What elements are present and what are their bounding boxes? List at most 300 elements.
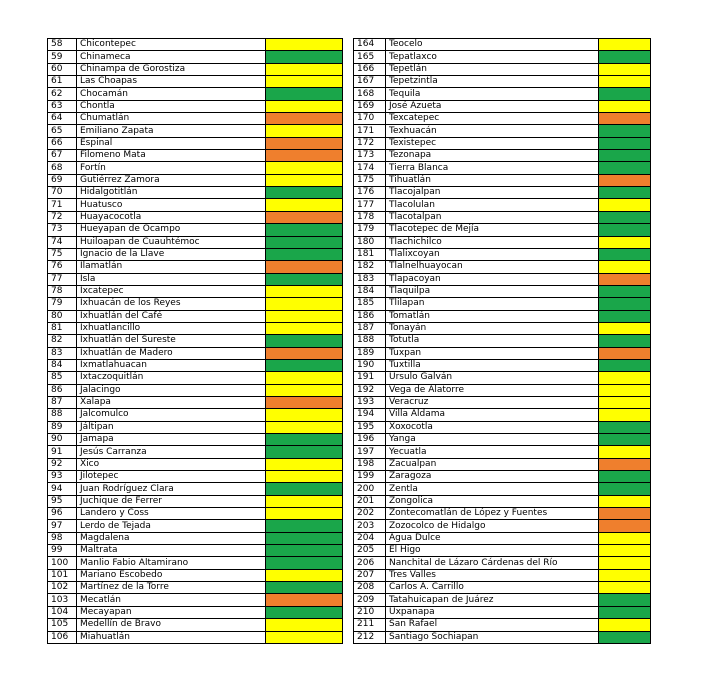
row-number: 178	[354, 211, 386, 223]
row-number: 78	[48, 285, 77, 297]
status-color-cell	[266, 421, 343, 433]
table-row	[354, 396, 651, 408]
municipality-name: Tlacotalpan	[386, 211, 599, 223]
table-row	[354, 63, 651, 75]
status-color-cell	[599, 236, 651, 248]
row-number: 190	[354, 359, 386, 371]
status-color-cell	[266, 557, 343, 569]
status-color-cell	[266, 322, 343, 334]
municipality-name: Ixmatlahuacan	[77, 359, 266, 371]
row-number: 67	[48, 150, 77, 162]
municipality-name: Texhuacán	[386, 125, 599, 137]
status-color-cell	[599, 569, 651, 581]
status-color-cell	[599, 125, 651, 137]
row-number: 81	[48, 322, 77, 334]
table-row	[354, 51, 651, 63]
municipality-name: Tlacojalpan	[386, 187, 599, 199]
municipality-name: Vega de Alatorre	[386, 384, 599, 396]
table-row	[48, 39, 343, 51]
status-color-cell	[599, 322, 651, 334]
row-number: 181	[354, 248, 386, 260]
status-color-cell	[599, 359, 651, 371]
table-row	[354, 224, 651, 236]
row-number: 198	[354, 458, 386, 470]
row-number: 59	[48, 51, 77, 63]
municipality-name: Lerdo de Tejada	[77, 520, 266, 532]
row-number: 92	[48, 458, 77, 470]
municipality-name: Tuxpan	[386, 347, 599, 359]
table-row	[354, 347, 651, 359]
municipality-name: Huiloapan de Cuauhtémoc	[77, 236, 266, 248]
row-number: 85	[48, 372, 77, 384]
municipality-name: Tuxtilla	[386, 359, 599, 371]
status-color-cell	[599, 113, 651, 125]
table-row	[48, 199, 343, 211]
status-color-cell	[599, 162, 651, 174]
table-row	[48, 174, 343, 186]
municipality-name: Tlaquilpa	[386, 285, 599, 297]
table-row	[354, 187, 651, 199]
status-color-cell	[599, 557, 651, 569]
table-row	[354, 100, 651, 112]
table-row	[354, 211, 651, 223]
municipality-name: Mariano Escobedo	[77, 569, 266, 581]
row-number: 61	[48, 76, 77, 88]
municipality-name: Juchique de Ferrer	[77, 495, 266, 507]
table-row	[354, 39, 651, 51]
municipality-name: Yanga	[386, 434, 599, 446]
table-row	[354, 359, 651, 371]
municipality-name: Tres Valles	[386, 569, 599, 581]
row-number: 88	[48, 409, 77, 421]
status-color-cell	[599, 273, 651, 285]
municipality-name: Nanchital de Lázaro Cárdenas del Río	[386, 557, 599, 569]
status-color-cell	[266, 594, 343, 606]
municipality-name: Tlalixcoyan	[386, 248, 599, 260]
row-number: 64	[48, 113, 77, 125]
row-number: 99	[48, 545, 77, 557]
municipality-name: Magdalena	[77, 532, 266, 544]
municipality-name: Huatusco	[77, 199, 266, 211]
status-color-cell	[266, 261, 343, 273]
status-color-cell	[599, 76, 651, 88]
status-color-cell	[266, 125, 343, 137]
row-number: 188	[354, 335, 386, 347]
municipality-name: Tierra Blanca	[386, 162, 599, 174]
row-number: 196	[354, 434, 386, 446]
row-number: 177	[354, 199, 386, 211]
row-number: 208	[354, 582, 386, 594]
municipality-name: Tlalnelhuayocan	[386, 261, 599, 273]
row-number: 96	[48, 508, 77, 520]
table-row	[48, 421, 343, 433]
table-body-right	[354, 39, 651, 644]
row-number: 174	[354, 162, 386, 174]
status-color-cell	[266, 236, 343, 248]
row-number: 104	[48, 606, 77, 618]
row-number: 184	[354, 285, 386, 297]
row-number: 164	[354, 39, 386, 51]
row-number: 105	[48, 619, 77, 631]
status-color-cell	[599, 100, 651, 112]
table-row	[48, 396, 343, 408]
status-color-cell	[266, 446, 343, 458]
row-number: 194	[354, 409, 386, 421]
row-number: 171	[354, 125, 386, 137]
municipality-name: Tequila	[386, 88, 599, 100]
status-color-cell	[266, 606, 343, 618]
row-number: 187	[354, 322, 386, 334]
municipality-name: Martínez de la Torre	[77, 582, 266, 594]
municipality-name: Tepetzintla	[386, 76, 599, 88]
table-row	[48, 458, 343, 470]
municipality-table-right	[353, 38, 651, 644]
table-row	[48, 125, 343, 137]
status-color-cell	[266, 100, 343, 112]
row-number: 173	[354, 150, 386, 162]
table-row	[48, 322, 343, 334]
municipality-name: Veracruz	[386, 396, 599, 408]
table-row	[354, 508, 651, 520]
municipality-name: Zongolica	[386, 495, 599, 507]
table-row	[48, 557, 343, 569]
status-color-cell	[266, 434, 343, 446]
table-row	[354, 137, 651, 149]
row-number: 209	[354, 594, 386, 606]
status-color-cell	[266, 162, 343, 174]
municipality-name: Chicontepec	[77, 39, 266, 51]
status-color-cell	[599, 51, 651, 63]
status-color-cell	[599, 88, 651, 100]
row-number: 106	[48, 631, 77, 643]
status-color-cell	[266, 88, 343, 100]
table-row	[48, 310, 343, 322]
row-number: 74	[48, 236, 77, 248]
row-number: 95	[48, 495, 77, 507]
row-number: 185	[354, 298, 386, 310]
table-row	[48, 582, 343, 594]
row-number: 175	[354, 174, 386, 186]
table-row	[48, 63, 343, 75]
status-color-cell	[266, 347, 343, 359]
table-row	[354, 322, 651, 334]
status-color-cell	[599, 187, 651, 199]
municipality-name: José Azueta	[386, 100, 599, 112]
municipality-name: Texistepec	[386, 137, 599, 149]
status-color-cell	[599, 545, 651, 557]
status-color-cell	[266, 335, 343, 347]
municipality-name: Uxpanapa	[386, 606, 599, 618]
row-number: 77	[48, 273, 77, 285]
table-row	[48, 285, 343, 297]
row-number: 172	[354, 137, 386, 149]
table-row	[48, 162, 343, 174]
status-color-cell	[599, 224, 651, 236]
municipality-name: Carlos A. Carrillo	[386, 582, 599, 594]
row-number: 180	[354, 236, 386, 248]
table-row	[354, 298, 651, 310]
status-color-cell	[266, 137, 343, 149]
row-number: 97	[48, 520, 77, 532]
status-color-cell	[266, 174, 343, 186]
row-number: 191	[354, 372, 386, 384]
row-number: 90	[48, 434, 77, 446]
status-color-cell	[599, 335, 651, 347]
row-number: 71	[48, 199, 77, 211]
table-row	[354, 545, 651, 557]
table-row	[354, 520, 651, 532]
status-color-cell	[266, 359, 343, 371]
municipality-name: Maltrata	[77, 545, 266, 557]
table-row	[354, 606, 651, 618]
table-row	[354, 458, 651, 470]
municipality-name: Hueyapan de Ocampo	[77, 224, 266, 236]
table-row	[48, 335, 343, 347]
row-number: 200	[354, 483, 386, 495]
table-row	[354, 446, 651, 458]
row-number: 79	[48, 298, 77, 310]
table-row	[48, 446, 343, 458]
table-row	[354, 150, 651, 162]
row-number: 84	[48, 359, 77, 371]
table-row	[354, 125, 651, 137]
table-row	[48, 236, 343, 248]
row-number: 192	[354, 384, 386, 396]
status-color-cell	[599, 137, 651, 149]
row-number: 167	[354, 76, 386, 88]
status-color-cell	[599, 298, 651, 310]
row-number: 168	[354, 88, 386, 100]
row-number: 166	[354, 63, 386, 75]
table-row	[354, 285, 651, 297]
table-row	[48, 359, 343, 371]
status-color-cell	[599, 199, 651, 211]
row-number: 102	[48, 582, 77, 594]
municipality-name: Tlacolulan	[386, 199, 599, 211]
table-row	[48, 347, 343, 359]
municipality-name: Xalapa	[77, 396, 266, 408]
table-row	[48, 483, 343, 495]
table-row	[48, 594, 343, 606]
status-color-cell	[266, 372, 343, 384]
row-number: 183	[354, 273, 386, 285]
status-color-cell	[266, 631, 343, 643]
row-number: 87	[48, 396, 77, 408]
row-number: 83	[48, 347, 77, 359]
row-number: 165	[354, 51, 386, 63]
table-row	[48, 76, 343, 88]
status-color-cell	[266, 471, 343, 483]
status-color-cell	[599, 594, 651, 606]
status-color-cell	[599, 532, 651, 544]
table-row	[354, 162, 651, 174]
municipality-name: Ixcatepec	[77, 285, 266, 297]
row-number: 66	[48, 137, 77, 149]
status-color-cell	[266, 409, 343, 421]
row-number: 210	[354, 606, 386, 618]
municipality-name: Zaragoza	[386, 471, 599, 483]
municipality-name: Jesús Carranza	[77, 446, 266, 458]
status-color-cell	[599, 372, 651, 384]
table-row	[48, 137, 343, 149]
municipality-name: Tepatlaxco	[386, 51, 599, 63]
row-number: 170	[354, 113, 386, 125]
municipality-name: Miahuatlán	[77, 631, 266, 643]
table-row	[354, 569, 651, 581]
status-color-cell	[599, 483, 651, 495]
table-row	[354, 483, 651, 495]
table-row	[48, 113, 343, 125]
table-row	[354, 495, 651, 507]
municipality-name: Jilotepec	[77, 471, 266, 483]
table-row	[354, 631, 651, 643]
municipality-name: Mecatlán	[77, 594, 266, 606]
status-color-cell	[266, 508, 343, 520]
row-number: 100	[48, 557, 77, 569]
municipality-name: San Rafael	[386, 619, 599, 631]
municipality-name: Ursulo Galván	[386, 372, 599, 384]
table-row	[48, 51, 343, 63]
municipality-name: Zontecomatlán de López y Fuentes	[386, 508, 599, 520]
municipality-name: Yecuatla	[386, 446, 599, 458]
municipality-name: Ixhuatlán de Madero	[77, 347, 266, 359]
row-number: 72	[48, 211, 77, 223]
status-color-cell	[599, 508, 651, 520]
table-row	[354, 310, 651, 322]
municipality-name: Agua Dulce	[386, 532, 599, 544]
municipality-name: Ignacio de la Llave	[77, 248, 266, 260]
status-color-cell	[599, 150, 651, 162]
municipality-name: Chontla	[77, 100, 266, 112]
municipality-name: El Higo	[386, 545, 599, 557]
status-color-cell	[266, 187, 343, 199]
municipality-name: Tomatlán	[386, 310, 599, 322]
table-row	[48, 273, 343, 285]
status-color-cell	[266, 458, 343, 470]
municipality-name: Huayacocotla	[77, 211, 266, 223]
status-color-cell	[266, 520, 343, 532]
table-row	[48, 619, 343, 631]
status-color-cell	[266, 63, 343, 75]
status-color-cell	[599, 384, 651, 396]
row-number: 182	[354, 261, 386, 273]
municipality-name: Ixhuatlán del Sureste	[77, 335, 266, 347]
table-row	[354, 174, 651, 186]
municipality-name: Ixhuacán de los Reyes	[77, 298, 266, 310]
municipality-name: Tlapacoyan	[386, 273, 599, 285]
row-number: 179	[354, 224, 386, 236]
row-number: 195	[354, 421, 386, 433]
row-number: 103	[48, 594, 77, 606]
table-row	[354, 594, 651, 606]
row-number: 202	[354, 508, 386, 520]
municipality-name: Las Choapas	[77, 76, 266, 88]
status-color-cell	[599, 619, 651, 631]
row-number: 197	[354, 446, 386, 458]
status-color-cell	[266, 199, 343, 211]
status-color-cell	[266, 285, 343, 297]
status-color-cell	[266, 483, 343, 495]
row-number: 101	[48, 569, 77, 581]
row-number: 91	[48, 446, 77, 458]
status-color-cell	[599, 248, 651, 260]
table-row	[354, 619, 651, 631]
table-row	[354, 582, 651, 594]
status-color-cell	[599, 211, 651, 223]
status-color-cell	[599, 174, 651, 186]
row-number: 76	[48, 261, 77, 273]
municipality-name: Emiliano Zapata	[77, 125, 266, 137]
row-number: 60	[48, 63, 77, 75]
table-row	[354, 557, 651, 569]
status-color-cell	[599, 495, 651, 507]
row-number: 80	[48, 310, 77, 322]
row-number: 189	[354, 347, 386, 359]
municipality-name: Xico	[77, 458, 266, 470]
row-number: 93	[48, 471, 77, 483]
status-color-cell	[266, 51, 343, 63]
row-number: 199	[354, 471, 386, 483]
status-color-cell	[266, 150, 343, 162]
status-color-cell	[266, 532, 343, 544]
table-row	[354, 434, 651, 446]
status-color-cell	[266, 273, 343, 285]
municipality-name: Teocelo	[386, 39, 599, 51]
status-color-cell	[599, 606, 651, 618]
table-row	[48, 520, 343, 532]
table-row	[48, 569, 343, 581]
table-row	[48, 298, 343, 310]
status-color-cell	[599, 409, 651, 421]
status-color-cell	[266, 224, 343, 236]
table-row	[354, 261, 651, 273]
row-number: 176	[354, 187, 386, 199]
table-row	[354, 372, 651, 384]
municipality-name: Hidalgotitlán	[77, 187, 266, 199]
row-number: 186	[354, 310, 386, 322]
table-row	[48, 471, 343, 483]
municipality-name: Tatahuicapan de Juárez	[386, 594, 599, 606]
table-row	[48, 187, 343, 199]
municipality-name: Tlachichilco	[386, 236, 599, 248]
table-row	[48, 384, 343, 396]
municipality-name: Tihuatlán	[386, 174, 599, 186]
table-row	[354, 248, 651, 260]
table-row	[48, 409, 343, 421]
row-number: 207	[354, 569, 386, 581]
status-color-cell	[266, 582, 343, 594]
table-row	[48, 150, 343, 162]
municipality-name: Xoxocotla	[386, 421, 599, 433]
municipality-name: Santiago Sochiapan	[386, 631, 599, 643]
municipality-name: Chinameca	[77, 51, 266, 63]
row-number: 70	[48, 187, 77, 199]
table-row	[48, 631, 343, 643]
table-row	[48, 532, 343, 544]
status-color-cell	[266, 211, 343, 223]
municipality-name: Chocamán	[77, 88, 266, 100]
row-number: 63	[48, 100, 77, 112]
municipality-name: Zentla	[386, 483, 599, 495]
table-row	[48, 100, 343, 112]
municipality-name: Ixhuatlancillo	[77, 322, 266, 334]
status-color-cell	[599, 458, 651, 470]
row-number: 169	[354, 100, 386, 112]
row-number: 68	[48, 162, 77, 174]
status-color-cell	[599, 631, 651, 643]
status-color-cell	[599, 347, 651, 359]
status-color-cell	[599, 63, 651, 75]
